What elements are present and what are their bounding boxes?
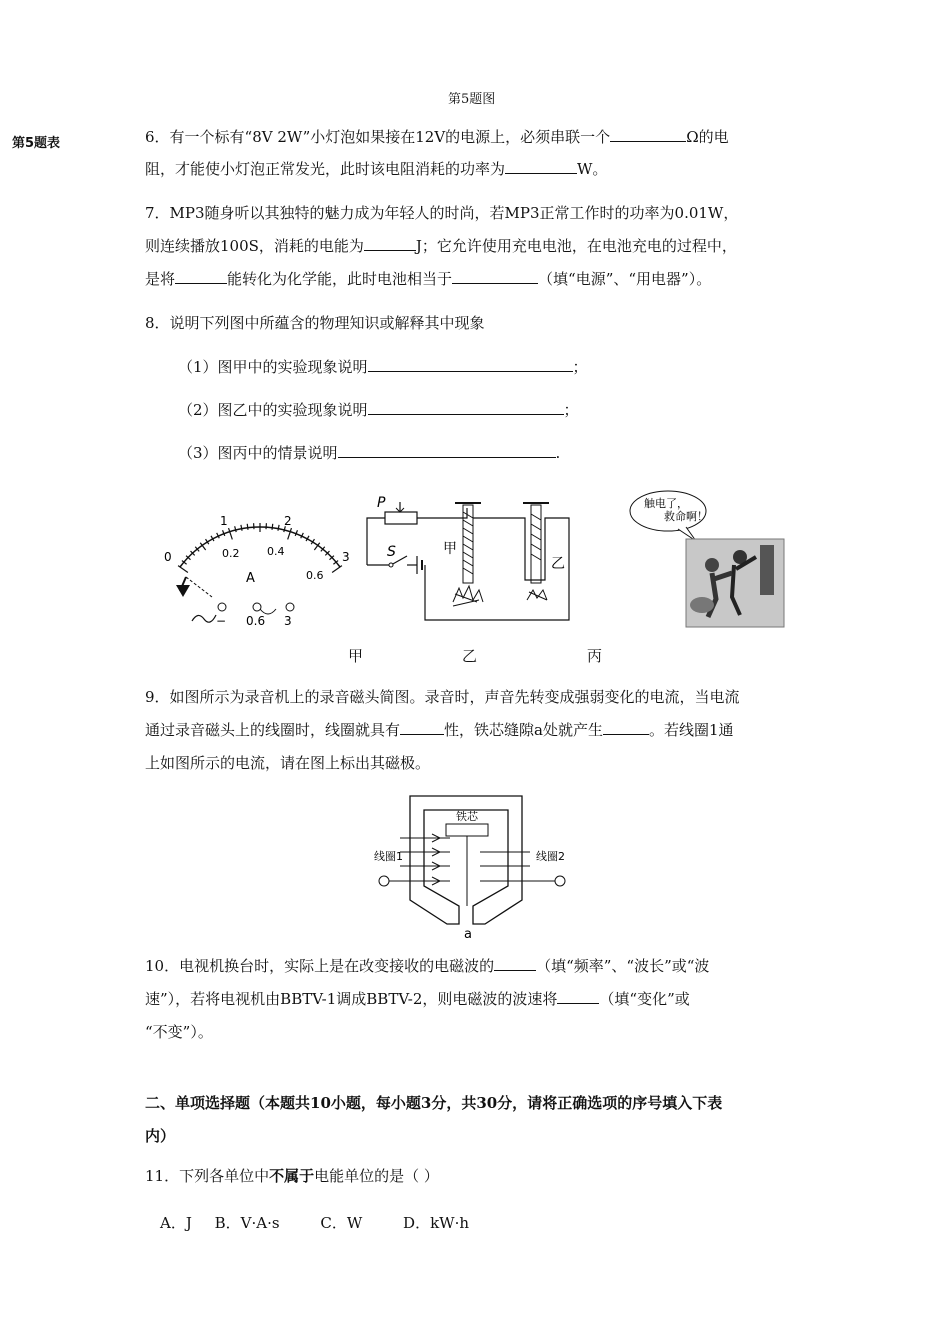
meter-tick	[278, 525, 279, 531]
core-center-bar	[446, 824, 488, 836]
circuit-wire-left	[367, 518, 385, 565]
meter-wire-minus	[192, 615, 216, 622]
q7-text-3a: 是将	[145, 270, 176, 288]
q9-property-blank[interactable]	[400, 718, 444, 735]
coil-yi	[531, 514, 541, 560]
bystander	[690, 597, 714, 613]
q11-option-d[interactable]: D．kW·h	[403, 1214, 470, 1232]
terminal-minus	[218, 603, 226, 611]
q8-sub-3-blank[interactable]	[338, 441, 556, 458]
terminal-0.6	[253, 603, 261, 611]
q8-sub-2-text: （2）图乙中的实验现象说明	[178, 401, 368, 419]
question-9-line-2	[145, 717, 810, 743]
switch-pivot	[389, 563, 393, 567]
q10-text-2a: 速”），若将电视机由BBTV-1调成BBTV-2，则电磁波的波速将	[145, 990, 558, 1008]
q10-speed-blank[interactable]	[557, 987, 599, 1004]
question-6-line-1	[145, 124, 810, 150]
caption-bing: 丙	[587, 647, 603, 665]
ammeter-tick-marks	[178, 523, 342, 573]
q9-text-2a: 通过录音磁头上的线圈时，线圈就具有	[145, 721, 401, 739]
q8-sub-1-blank[interactable]	[368, 355, 573, 372]
q9-text-2b: 性，铁芯缝隙a处就产生	[444, 721, 603, 739]
label-yi: 乙	[551, 556, 565, 572]
gap-label: a	[464, 927, 472, 940]
question-7-line-1: 7．MP3随身听以其独特的魅力成为年轻人的时尚，若MP3正常工作时的功率为0.01W，	[145, 204, 739, 222]
question-8-sub-1	[178, 354, 588, 380]
meter-tick	[241, 525, 242, 531]
question-7-line-3	[145, 266, 810, 292]
q7-energy-form-blank[interactable]	[175, 267, 227, 284]
electromagnet-circuit-figure	[355, 490, 580, 630]
pins-yi	[527, 590, 547, 600]
q7-text-3b: 能转化为化学能，此时电池相当于	[227, 270, 453, 288]
meter-sub-label-0.2: 0.2	[222, 547, 240, 560]
q10-quantity-blank[interactable]	[494, 954, 536, 971]
coil1-current-arrows	[432, 834, 440, 885]
bubble-text-1: 触电了，	[644, 497, 688, 510]
meter-label-3: 3	[342, 550, 350, 564]
caption-yi: 乙	[462, 647, 478, 665]
q7-text-2a: 则连续播放100S，消耗的电能为	[145, 237, 364, 255]
section-2-heading-line-1: 二、单项选择题（本题共10小题，每小题3分，共30分，请将正确选项的序号填入下表	[145, 1094, 723, 1112]
q11-stem-a: 11．下列各单位中	[145, 1167, 270, 1185]
q6-resistance-blank[interactable]	[610, 125, 686, 142]
q8-sub-2-end: ；	[563, 401, 579, 419]
rheostat-label: P	[377, 495, 386, 511]
figure-5-table-label: 第5题表	[12, 136, 61, 151]
meter-sub-label-0.4: 0.4	[267, 545, 285, 558]
question-8-intro: 8．说明下列图中所蕴含的物理知识或解释其中现象	[145, 314, 485, 332]
q6-text-2b: W。	[577, 160, 608, 178]
question-6-line-2	[145, 156, 810, 182]
meter-needle-swing	[186, 577, 212, 597]
ammeter-figure	[160, 505, 360, 635]
meter-tick	[332, 566, 342, 573]
q6-text-1b: Ω的电	[686, 128, 729, 146]
meter-sub-label-0.6: 0.6	[306, 569, 324, 582]
q10-text-1a: 10．电视机换台时，实际上是在改变接收的电磁波的	[145, 957, 495, 975]
q9-field-blank[interactable]	[603, 718, 649, 735]
terminal-minus-label: −	[216, 614, 227, 628]
electric-shock-figure	[628, 487, 788, 632]
coil2-label: 线圈2	[536, 850, 565, 863]
rheostat	[385, 512, 417, 524]
electric-box	[760, 545, 774, 595]
coil1-label: 线圈1	[374, 850, 403, 863]
meter-label-2: 2	[284, 514, 292, 528]
q10-text-2b: （填“变化”或	[599, 990, 690, 1008]
q11-option-b[interactable]: B．V·A·s	[214, 1214, 280, 1232]
q11-stem-b: 电能单位的是（ ）	[314, 1167, 439, 1185]
meter-tick	[247, 524, 248, 530]
question-11-options	[160, 1210, 469, 1236]
question-8-sub-2	[178, 397, 579, 423]
meter-label-1: 1	[220, 514, 228, 528]
q8-sub-1-text: （1）图甲中的实验现象说明	[178, 358, 368, 376]
coil2-terminal	[555, 876, 565, 886]
terminal-3	[286, 603, 294, 611]
meter-tick	[272, 524, 273, 530]
section-2-heading-line-2: 内）	[145, 1127, 176, 1145]
meter-unit-label: A	[246, 571, 255, 586]
meter-tick	[178, 566, 188, 573]
q8-sub-1-end: ；	[572, 358, 588, 376]
meter-pointer-base	[176, 585, 190, 597]
question-10-line-1	[145, 953, 810, 979]
question-9-line-3: 上如图所示的电流，请在图上标出其磁极。	[145, 754, 431, 772]
bubble-text-2: 救命啊！	[664, 510, 708, 523]
switch-label: S	[387, 544, 396, 560]
q7-energy-blank[interactable]	[364, 234, 416, 251]
q9-text-2c: 。若线圈1通	[648, 721, 734, 739]
q8-sub-2-blank[interactable]	[368, 398, 564, 415]
coil1-terminal	[379, 876, 389, 886]
coil-jia	[463, 512, 473, 574]
q6-power-blank[interactable]	[505, 157, 577, 174]
q11-option-c[interactable]: C．W	[320, 1214, 363, 1232]
q11-stem-emphasis: 不属于	[269, 1167, 315, 1185]
circuit-wire-right	[425, 518, 569, 620]
question-11-stem	[145, 1163, 810, 1189]
terminal-0.6-label: 0.6	[246, 614, 266, 628]
label-jia: 甲	[443, 541, 457, 557]
q8-sub-3-text: （3）图丙中的情景说明	[178, 444, 338, 462]
q7-role-blank[interactable]	[452, 267, 538, 284]
q7-text-2b: J；它允许使用充电电池，在电池充电的过程中，	[415, 237, 737, 255]
question-9-line-1: 9．如图所示为录音机上的录音磁头简图。录音时，声音先转变成强弱变化的电流，当电流	[145, 688, 740, 706]
meter-tick	[235, 526, 237, 532]
q10-text-1b: （填“频率”、“波长”或“波	[536, 957, 710, 975]
meter-label-0: 0	[164, 550, 172, 564]
q6-text-1a: 6．有一个标有“8V 2W”小灯泡如果接在12V的电源上，必须串联一个	[145, 128, 611, 146]
circuit-wire-top	[417, 508, 467, 518]
question-10-line-2	[145, 986, 810, 1012]
terminal-3-label: 3	[284, 614, 292, 628]
q7-text-3c: （填“电源”、“用电器”）。	[538, 270, 712, 288]
caption-jia: 甲	[348, 647, 364, 665]
question-8-sub-3	[178, 440, 560, 466]
helper-head	[705, 558, 719, 572]
meter-tick	[229, 528, 233, 539]
recording-head-figure	[370, 790, 580, 940]
question-10-line-3: “不变”）。	[145, 1023, 213, 1041]
meter-tick	[288, 528, 292, 539]
question-7-line-2	[145, 233, 810, 259]
q8-sub-3-end: .	[555, 444, 561, 462]
figure-5-caption: 第5题图	[448, 92, 496, 107]
core-label: 铁芯	[456, 810, 478, 823]
q11-option-a[interactable]: A．J	[160, 1214, 192, 1232]
pins-jia	[453, 586, 483, 606]
q6-text-2a: 阻，才能使小灯泡正常发光，此时该电阻消耗的功率为	[145, 160, 506, 178]
